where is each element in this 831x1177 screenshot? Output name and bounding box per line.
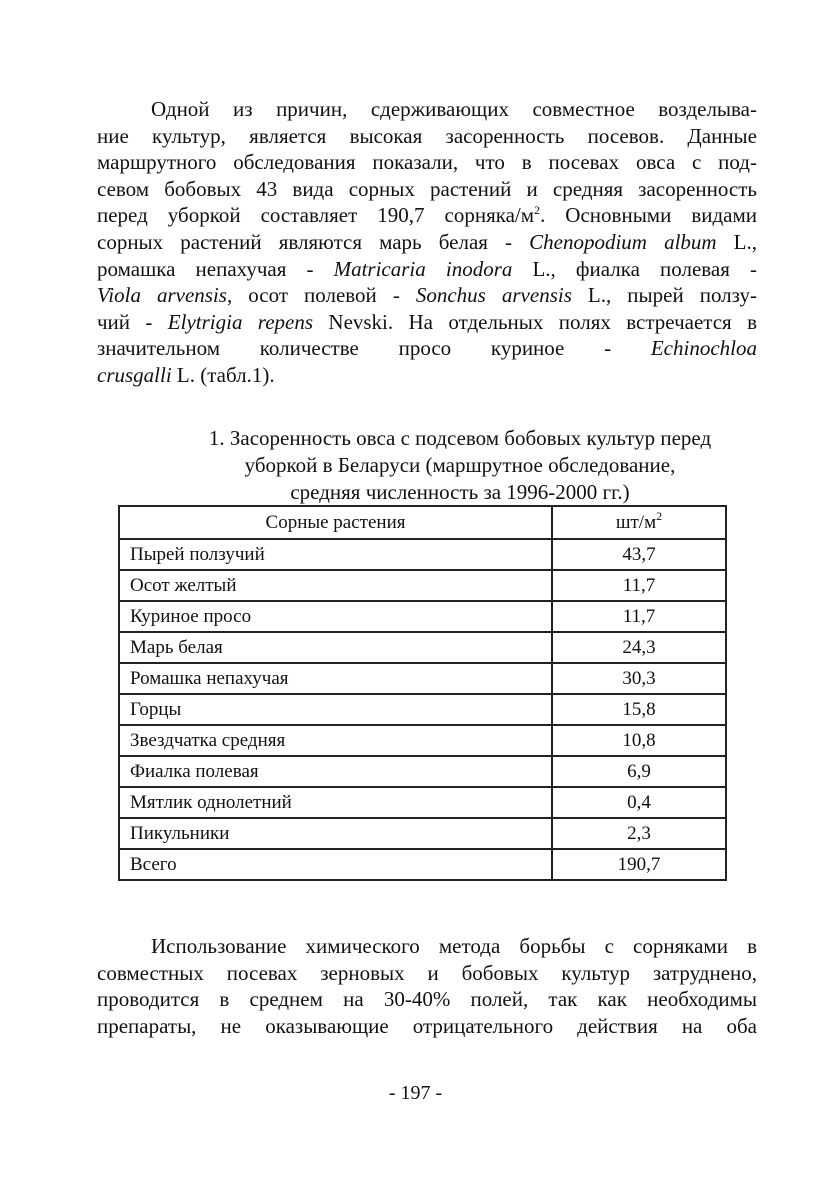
text-line: ние культур, является высокая засоренность посевов. Данные: [97, 123, 757, 148]
text-line: чий - Elytrigia repens Nevski. На отдельных полях встречается в: [97, 309, 758, 334]
table-row: [119, 818, 726, 849]
text-line: перед уборкой составляет 190,7 сорняка/$м^2$. Основными видами: [97, 203, 758, 228]
table-row: [119, 570, 726, 601]
weed-name-cell: Горцы: [119, 694, 552, 725]
table-row: [119, 694, 726, 725]
table-body: [119, 539, 726, 880]
weed-density-cell: 24,3: [552, 632, 726, 663]
table-header-row: [119, 506, 726, 539]
text-line: препараты, не оказывающие отрицательного действия на оба: [97, 1013, 757, 1038]
table-row: [119, 787, 726, 818]
text-line: маршрутного обследования показали, что в посевах овса с под-: [97, 150, 757, 175]
weed-name-cell: Пикульники: [119, 818, 552, 849]
text-line: crusgalli L. (табл.1).: [97, 362, 275, 387]
paragraph-chemical: [97, 933, 757, 1039]
text-line: севом бобовых 43 вида сорных растений и средняя засоренность: [97, 176, 757, 201]
text-line: Viola arvensis, осот полевой - Sonchus arvensis L., пырей ползу-: [97, 283, 758, 308]
weed-name-cell: Куриное просо: [119, 601, 552, 632]
text-line: значительном количестве просо куриное - Echinochloa: [97, 336, 757, 361]
table-row: [119, 756, 726, 787]
weed-density-cell: 15,8: [552, 694, 726, 725]
weed-name-cell: Всего: [119, 849, 552, 880]
table-row: [119, 849, 726, 880]
page-number: - 197 -: [388, 1082, 443, 1104]
table-row: [119, 539, 726, 570]
weeds-table: [118, 505, 727, 881]
text-line: совместных посевах зерновых и бобовых культур затруднено,: [97, 960, 757, 985]
weed-density-cell: 6,9: [552, 756, 726, 787]
caption-line: уборкой в Беларуси (маршрутное обследование,: [244, 453, 676, 477]
text-line: Одной из причин, сдерживающих совместное возделыва-: [151, 97, 757, 121]
weed-density-cell: 10,8: [552, 725, 726, 756]
caption-line: 1. Засоренность овса с подсевом бобовых культур перед: [208, 426, 712, 450]
table-row: [119, 725, 726, 756]
table-row: [119, 601, 726, 632]
table-row: [119, 632, 726, 663]
text-line: ромашка непахучая - Matricaria inodora L., фиалка полевая -: [97, 256, 758, 281]
table-caption: [150, 425, 770, 506]
weed-density-cell: 11,7: [552, 570, 726, 601]
text-line: сорных растений являются марь белая - Chenopodium album L.,: [97, 229, 758, 254]
paragraph-intro: [97, 96, 757, 389]
weed-density-cell: 30,3: [552, 663, 726, 694]
text-line: проводится в среднем на 30-40% полей, так как необходимы: [97, 987, 757, 1012]
header-unit: $шт/м^2$: [552, 506, 726, 539]
table-row: [119, 663, 726, 694]
weed-name-cell: Мятлик однолетний: [119, 787, 552, 818]
weed-density-cell: 190,7: [552, 849, 726, 880]
caption-line: средняя численность за 1996-2000 гг.): [290, 480, 630, 504]
header-weeds: Сорные растения: [119, 506, 552, 539]
weed-name-cell: Осот желтый: [119, 570, 552, 601]
weed-density-cell: 2,3: [552, 818, 726, 849]
weed-density-cell: 11,7: [552, 601, 726, 632]
weed-name-cell: Ромашка непахучая: [119, 663, 552, 694]
weed-name-cell: Звездчатка средняя: [119, 725, 552, 756]
weed-name-cell: Фиалка полевая: [119, 756, 552, 787]
weed-name-cell: Пырей ползучий: [119, 539, 552, 570]
weed-density-cell: 0,4: [552, 787, 726, 818]
weed-name-cell: Марь белая: [119, 632, 552, 663]
text-line: Использование химического метода борьбы с сорняками в: [151, 934, 757, 958]
weed-density-cell: 43,7: [552, 539, 726, 570]
